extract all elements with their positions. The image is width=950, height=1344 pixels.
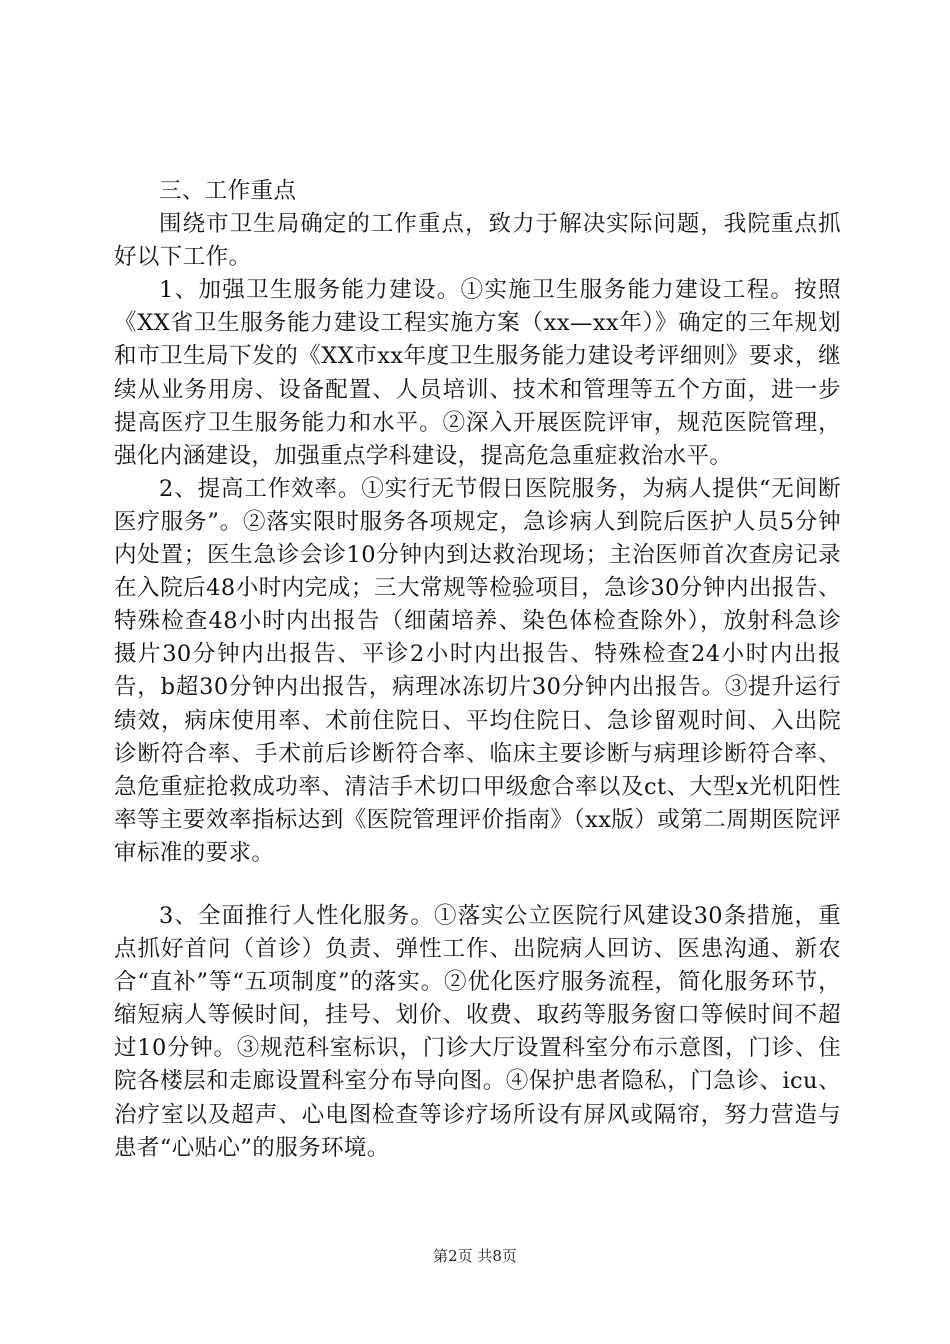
document-body	[114, 175, 841, 1165]
page-number-footer: 第2页 共8页	[433, 1247, 517, 1265]
paragraph-work-efficiency: 2、提高工作效率。①实行无节假日医院服务，为病人提供“无间断医疗服务”。②落实限时服务各项规定，急诊病人到院后医护人员5分钟内处置；医生急诊会诊10分钟内到达救治现场；主治医师首次查房记录在入院后48小时内完成；三大常规等检验项目，急诊30分钟内出报告、特殊检查48小时内出报告（细菌培养、染色体检查除外），放射科急诊摄片30分钟内出报告、平诊2小时内出报告、特殊检查24小时内出报告，b超30分钟内出报告，病理冰冻切片30分钟内出报告。③提升运行绩效，病床使用率、术前住院日、平均住院日、急诊留观时间、入出院诊断符合率、手术前后诊断符合率、临床主要诊断与病理诊断符合率、急危重症抢救成功率、清洁手术切口甲级愈合率以及ct、大型x光机阳性率等主要效率指标达到《医院管理评价指南》（xx版）或第二周期医院评审标准的要求。	[114, 475, 841, 866]
intro-paragraph: 围绕市卫生局确定的工作重点，致力于解决实际问题，我院重点抓好以下工作。	[114, 211, 841, 271]
paragraph-humanized-service: 3、全面推行人性化服务。①落实公立医院行风建设30条措施，重点抓好首问（首诊）负责、弹性工作、出院病人回访、医患沟通、新农合“直补”等“五项制度”的落实。②优化医疗服务流程，简化服务环节，缩短病人等候时间，挂号、划价、收费、取药等服务窗口等候时间不超过10分钟。③规范科室标识，门诊大厅设置科室分布示意图，门诊、住院各楼层和走廊设置科室分布导向图。④保护患者隐私，门急诊、icu、治疗室以及超声、心电图检查等诊疗场所设有屏风或隔帘，努力营造与患者“心贴心”的服务环境。	[114, 902, 841, 1161]
paragraph-capacity-building: 1、加强卫生服务能力建设。①实施卫生服务能力建设工程。按照《XX省卫生服务能力建设工程实施方案（xx—xx年）》确定的三年规划和市卫生局下发的《XX市xx年度卫生服务能力建设考评细则》要求，继续从业务用房、设备配置、人员培训、技术和管理等五个方面，进一步提高医疗卫生服务能力和水平。②深入开展医院评审，规范医院管理，强化内涵建设，加强重点学科建设，提高危急重症救治水平。	[114, 277, 841, 469]
section-heading: 三、工作重点	[159, 178, 297, 204]
